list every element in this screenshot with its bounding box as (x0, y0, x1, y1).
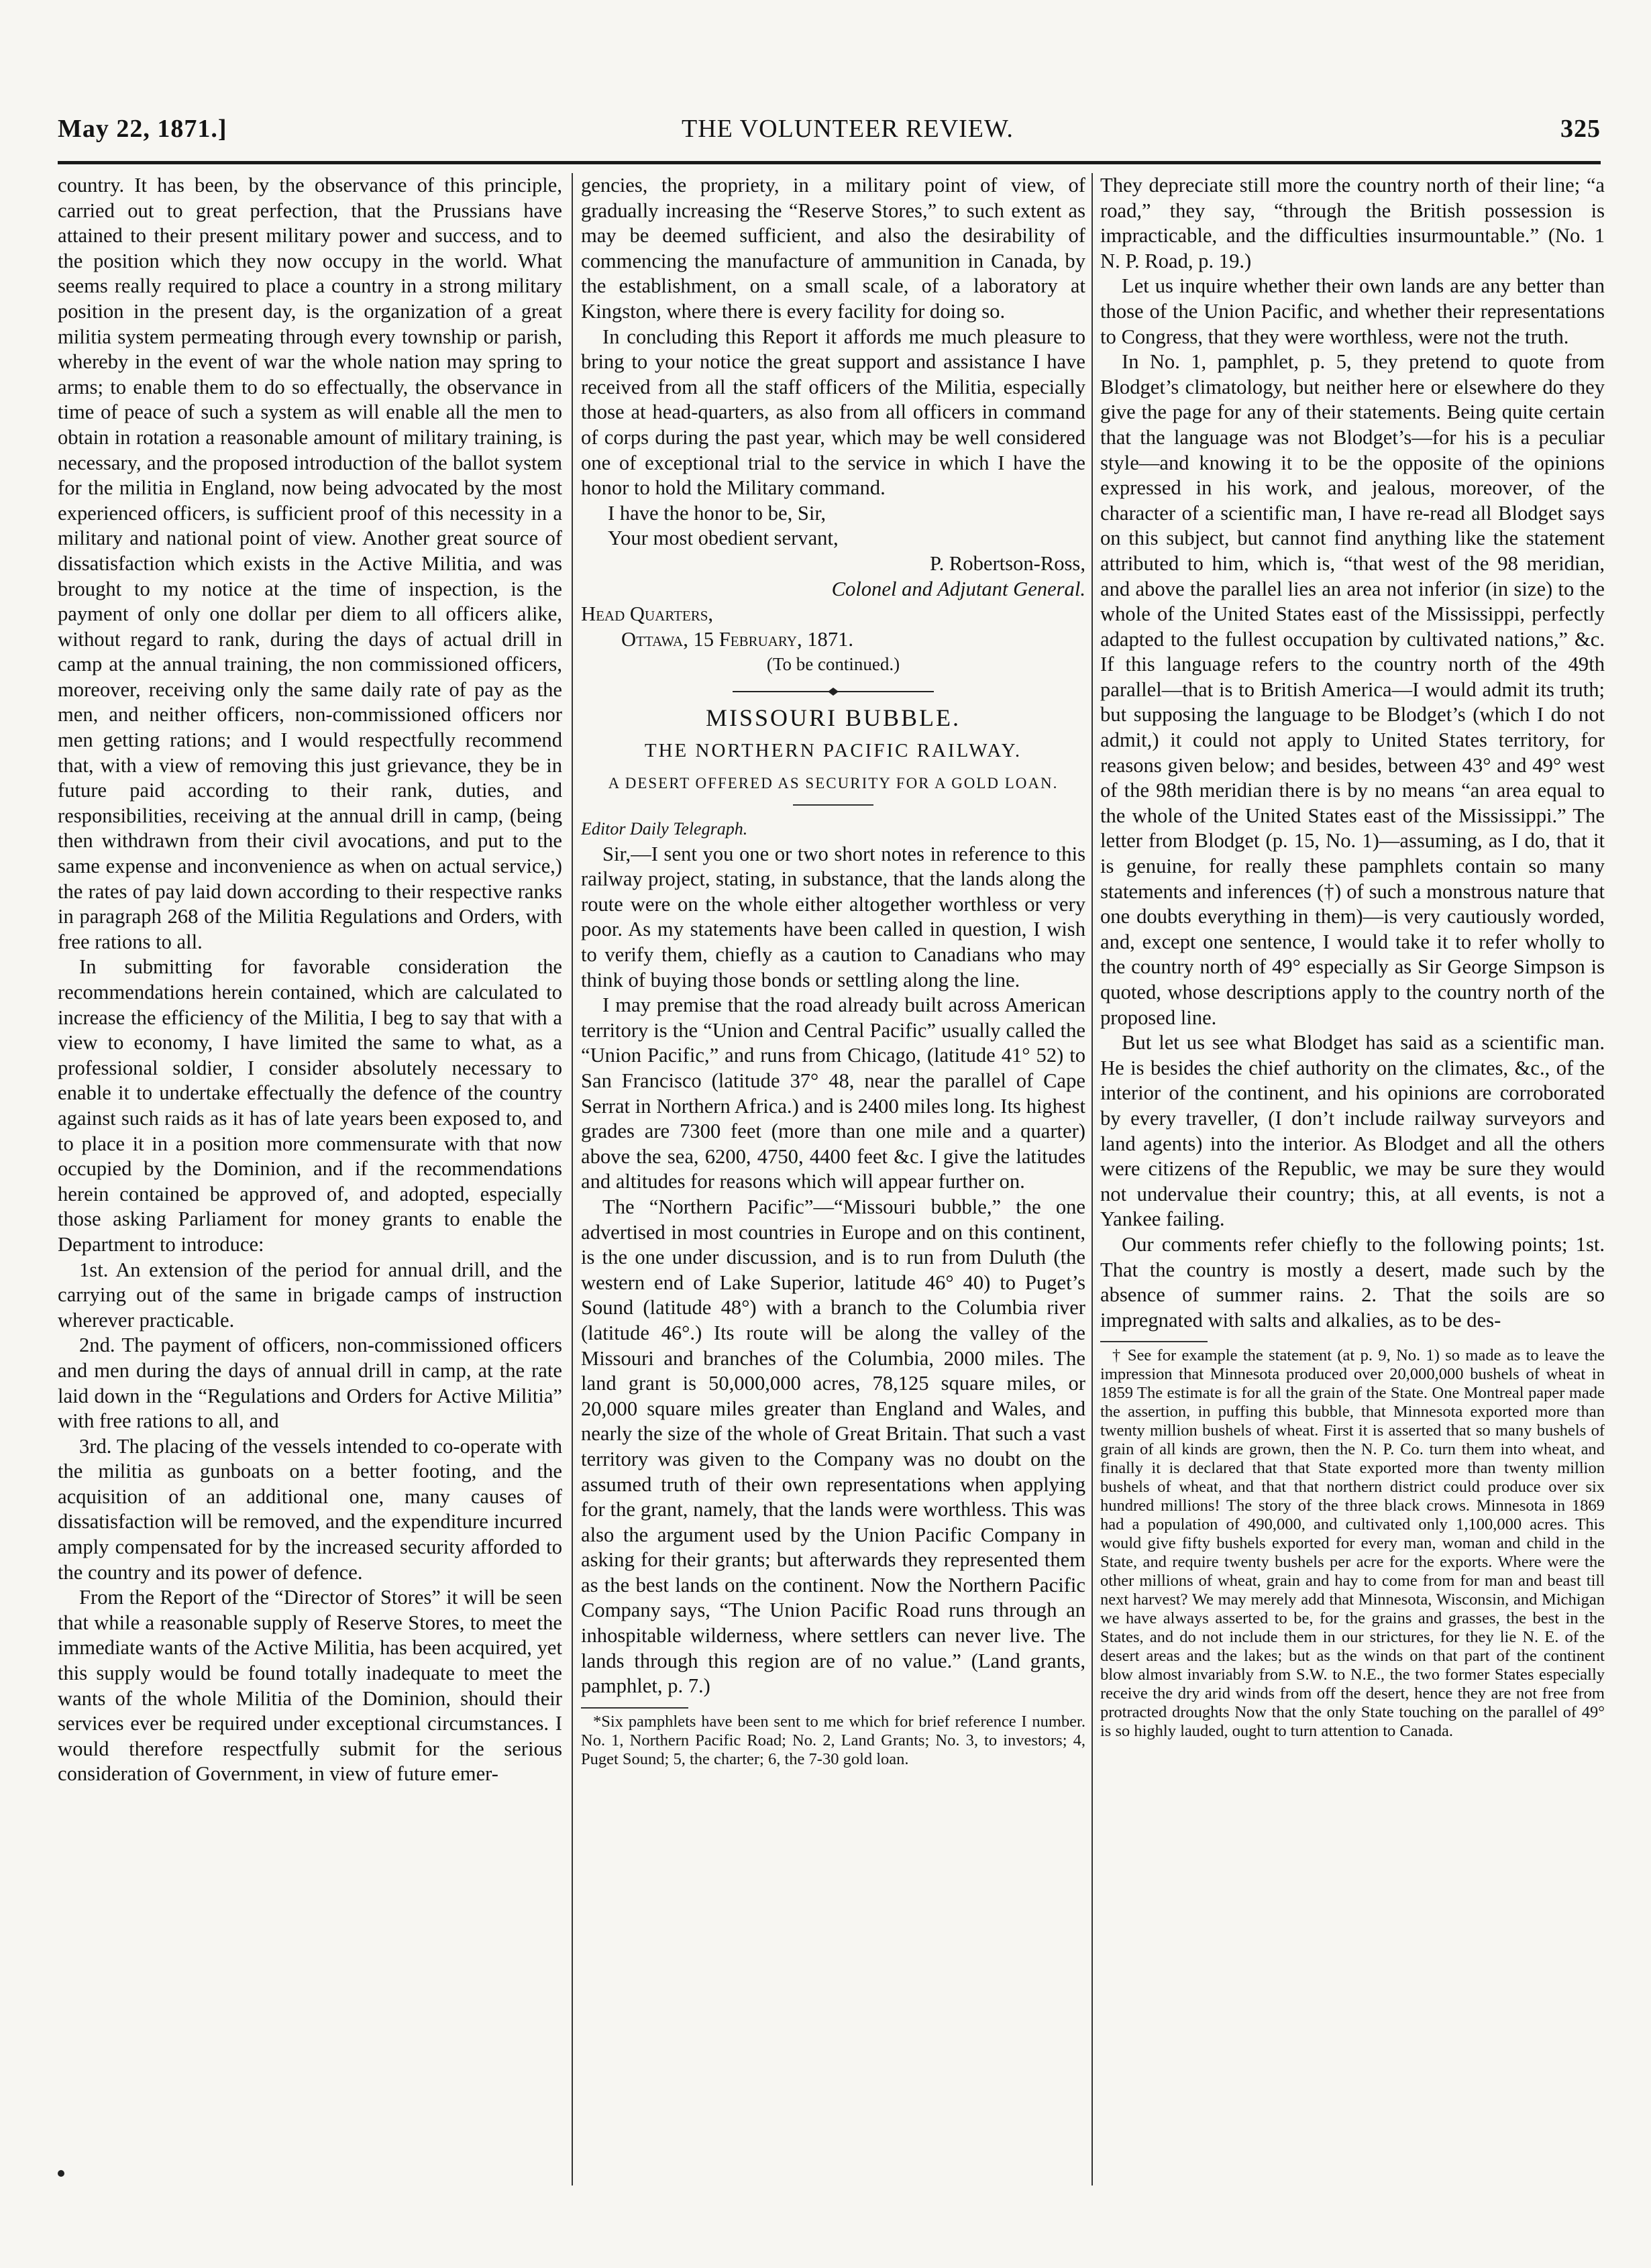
signature-name: P. Robertson-Ross, (929, 551, 1085, 575)
paragraph: From the Report of the “Director of Stores” it will be seen that while a reasonable supply of Reserve Stores, to meet the immediate wants of the Active Militia, has been acquired, yet this supply would be found totally inadequate to meet the wants of the whole Militia of the Dominion, should their services ever be required under exceptional circumstances. I would therefore respectfully submit for the serious consideration of Government, in view of future emer- (58, 1586, 562, 1786)
header-rule (58, 161, 1601, 164)
paragraph: In No. 1, pamphlet, p. 5, they pretend to quote from Blodget’s climatology, but neither here or elsewhere do they give the page for any of their statements. Being quite certain that the language was not Blodget’s—for his is a peculiar style—and knowing it to be the opposite of the opinions expressed in his work, and jealous, moreover, of the character of a scientific man, I have re-read all Blodget says on this subject, but cannot find anything like the statement attributed to him, which is, “that west of the 98 meridian, and above the parallel lies an area not inferior (in size) to the whole of the United States east of the Mississippi, perfectly adapted to the fullest occupation by cultivated nations,” &c. If this language refers to the country north of the 49th parallel—that is to British America—I would admit its truth; but supposing the language to be Blodget’s (which I do not admit,) it could not apply to United States territory, for reasons given below; and besides, between 43° and 49° west of the 98th meridian there is by no means “an area equal to the whole of the United States east of the Mississippi.” The letter from Blodget (p. 15, No. 1)—assuming, as I do, that it is genuine, for really these pamphlets contain so many statements and inferences (†) of such a monstrous nature that one doubts everything in them)—is very cautiously worded, and, except one sentence, I would take it to refer wholly to the country north of 49° especially as Sir George Simpson is quoted, whose descriptions apply to the country north of the proposed line. (1100, 350, 1605, 1029)
footnote-rule (581, 1707, 688, 1709)
ornament-rule-icon (733, 687, 934, 696)
to-be-continued: (To be continued.) (766, 654, 900, 675)
article-title: MISSOURI BUBBLE. (705, 704, 961, 731)
paragraph: 3rd. The placing of the vessels intended to co-operate with the militia as gunboats on a better footing, and the acquisition of an additional one, many causes of dissatisfaction will be removed, and the expenditure incurred amply compensated for by the increased security afforded to the country and its power of defence. (58, 1434, 562, 1584)
column-3 (1100, 173, 1605, 2185)
footnote: *Six pamphlets have been sent to me which for brief reference I number. No. 1, Northern Pacific Road; No. 2, Land Grants; No. 3, to investors; 4, Puget Sound; 5, the charter; 6, the 7-30 gold loan. (581, 1712, 1085, 1768)
signature-title: Colonel and Adjutant General. (831, 577, 1085, 600)
paragraph: Sir,—I sent you one or two short notes in reference to this railway project, stating, in substance, that the lands along the route were on the whole either altogether worthless or very poor. As my statements have been called in question, I wish to verify them, chiefly as a caution to Canadians who may think of buying those bonds or settling along the line. (581, 842, 1085, 991)
paragraph: The “Northern Pacific”—“Missouri bubble,” the one advertised in most countries in Europe and on this continent, is the one under discussion, and is to run from Duluth (the western end of Lake Superior, latitude 46° 40) to Puget’s Sound (latitude 48°) with a branch to the Columbia river (latitude 46°.) Its route will be along the valley of the Missouri and branches of the Columbia, 2000 miles. The land grant is 50,000,000 acres, 78,125 square miles, or 20,000 square miles greater than England and Wales, and nearly the size of the whole of Great Britain. That such a vast territory was given to the Company was no doubt on the assumed truth of their own representations when applying for the grant, namely, that the lands were worthless. This was also the argument used by the Union Pacific Company in asking for their grants; but afterwards they represented them as the best lands on the continent. Now the Northern Pacific Company says, “The Union Pacific Road runs through an inhospitable wilderness, where settlers can never live. The lands through this region are of no value.” (Land grants, pamphlet, p. 7.) (581, 1195, 1085, 1698)
signature-line: I have the honor to be, Sir, (608, 501, 827, 525)
paragraph: Our comments refer chiefly to the following points; 1st. That the country is mostly a desert, made such by the absence of summer rains. 2. That the soils are so impregnated with salts and alkalies, as to be des- (1100, 1232, 1605, 1332)
article-subtitle-2: A DESERT OFFERED AS SECURITY FOR A GOLD LOAN. (608, 775, 1059, 792)
paragraph: gencies, the propriety, in a military point of view, of gradually increasing the “Reserve Stores,” to such extent as may be deemed sufficient, and also the desirability of commencing the manufacture of ammunition in Canada, by the establishment, on a small scale, of a laboratory at Kingston, where there is every facility for doing so. (581, 174, 1085, 323)
paragraph: In concluding this Report it affords me much pleasure to bring to your notice the great support and assistance I have received from all the staff officers of the Militia, especially those at head-quarters, as also from all officers in command of corps during the past year, which may be well considered one of exceptional trial to the service in which I have the honor to hold the Military command. (581, 325, 1085, 500)
publication-title: THE VOLUNTEER REVIEW. (682, 115, 1014, 143)
paragraph: country. It has been, by the observance of this principle, carried out to great perfection, that the Prussians have attained to their present military power and success, and to the position which they now occupy in the world. What seems really required to place a country in a strong military position in the present day, is the organization of a great militia system permeating through every township or parish, whereby in the event of war the whole nation may spring to arms; to enable them to do so effectually, the observance in time of peace of such a system as will enable all the men to obtain in rotation a reasonable amount of military training, is necessary, and the proposed introduction of the ballot system for the militia in England, now being advocated by the most experienced officers, is sufficient proof of this necessity in a military and national point of view. Another great source of dissatisfaction which exists in the Active Militia, and was brought to my notice at the time of inspection, is the payment of only one dollar per diem to all officers alike, without regard to rank, during the days of actual drill in camp at the annual training, the non commissioned officers, moreover, receiving only the same daily rate of pay as the men, and neither officers, non-commissioned officers nor men getting rations; and I would respectfully recommend that, with a view of removing this just grievance, they be in future paid according to their rank, duties, and responsibilities, receiving at the annual drill in camp, (being then withdrawn from their civil avocations, and put to the same expense and inconvenience as when on actual service,) the rates of pay laid down according to their respective ranks in paragraph 268 of the Militia Regulations and Orders, with free rations to all. (58, 174, 562, 953)
paragraph: But let us see what Blodget has said as a scientific man. He is besides the chief authority on the climates, &c., of the interior of the continent, and his opinions are corroborated by every traveller, (I don’t include railway surveyors and land agents) into the interior. As Blodget and all the others were citizens of the Republic, we may be sure they would not undervalue their country; this, at all events, is not a Yankee failing. (1100, 1031, 1605, 1231)
issue-date: May 22, 1871.] (58, 115, 227, 143)
column-2 (581, 173, 1085, 2185)
footnote: † See for example the statement (at p. 9, No. 1) so made as to leave the impression that Minnesota produced over 20,000,000 bushels of wheat in 1859 The estimate is for all the grain of the State. One Montreal paper made the assertion, in puffing this bubble, that Minnesota exported more than twenty million bushels of wheat. First it is asserted that so many bushels of grain of all kinds are grown, then the N. P. Co. turn them into wheat, and finally it is declared that that State exported more than twenty million bushels of wheat, and that that northern district could produce over six hundred millions! The story of the three black crows. Minnesota in 1869 had a population of 490,000, and cultivated only 1,100,000 acres. This would give fifty bushels exported for every man, woman and child in the State, and require twenty bushels per acre for the exports. Where were the other millions of wheat, grain and hay to come from for man and beast till next harvest? We may merely add that Minnesota, Wisconsin, and Michigan we have always asserted to be, for the grains and grasses, the best in the States, and do not include them in our strictures, for they lie N. E. of the desert areas and the lakes; but as the winds on that part of the continent blow almost invariably from S.W. to N.E., the two former States especially receive the dry arid winds from off the desert, hence they are not free from protracted droughts Now that the only State touching on the parallel of 49° is so highly lauded, ought to turn attention to Canada. (1100, 1346, 1605, 1741)
paragraph: They depreciate still more the country north of their line; “a road,” they say, “through the British possession is impracticable, and the difficulties insurmountable.” (No. 1 N. P. Road, p. 19.) (1100, 174, 1605, 272)
editor-line: Editor Daily Telegraph. (581, 819, 748, 839)
paragraph: In submitting for favorable consideration the recommendations herein contained, which are calculated to increase the efficiency of the Militia, I beg to say that with a view to economy, I have limited the same to what, as a professional soldier, I consider absolutely necessary to enable it to undertake effectually the defence of the country against such raids as it has of late years been exposed to, and to place it in a position more commensurate with that now occupied by the Dominion, and if the recommendations herein contained be approved of, and adopted, especially those asking Parliament for money grants to enable the Department to introduce: (58, 955, 562, 1256)
column-divider-1 (572, 173, 573, 2185)
paragraph: Let us inquire whether their own lands are any better than those of the Union Pacific, and whether their representations to Congress, that they were worthless, were not the truth. (1100, 274, 1605, 348)
ink-dot (58, 2170, 64, 2177)
paragraph: 2nd. The payment of officers, non-commissioned officers and men during the days of annual drill in camp, at the rate laid down in the “Regulations and Orders for Active Militia” with free rations to all, and (58, 1334, 562, 1433)
paragraph: 1st. An extension of the period for annual drill, and the carrying out of the same in brigade camps of instruction wherever practicable. (58, 1258, 562, 1332)
headquarters-date: Ottawa, 15 February, 1871. (621, 627, 854, 651)
signature-line: Your most obedient servant, (608, 527, 839, 550)
column-divider-2 (1091, 173, 1093, 2185)
article-subtitle: THE NORTHERN PACIFIC RAILWAY. (644, 740, 1022, 762)
page-number: 325 (1560, 115, 1601, 143)
ornament-divider (581, 687, 1085, 696)
short-divider (793, 804, 873, 806)
footnote-rule (1100, 1341, 1208, 1342)
column-1 (58, 173, 562, 2185)
page-header (58, 114, 1601, 149)
headquarters-line: Head Quarters, (581, 602, 714, 626)
paragraph: I may premise that the road already built across American territory is the “Union and Central Pacific” usually called the “Union Pacific,” and runs from Chicago, (latitude 41° 52) to San Francisco (latitude 37° 48, near the parallel of Cape Serrat in Northern Africa.) and is 2400 miles long. Its highest grades are 7300 feet (more than one mile and a quarter) above the sea, 6200, 4750, 4400 feet &c. I give the latitudes and altitudes for reasons which will appear further on. (581, 993, 1085, 1193)
